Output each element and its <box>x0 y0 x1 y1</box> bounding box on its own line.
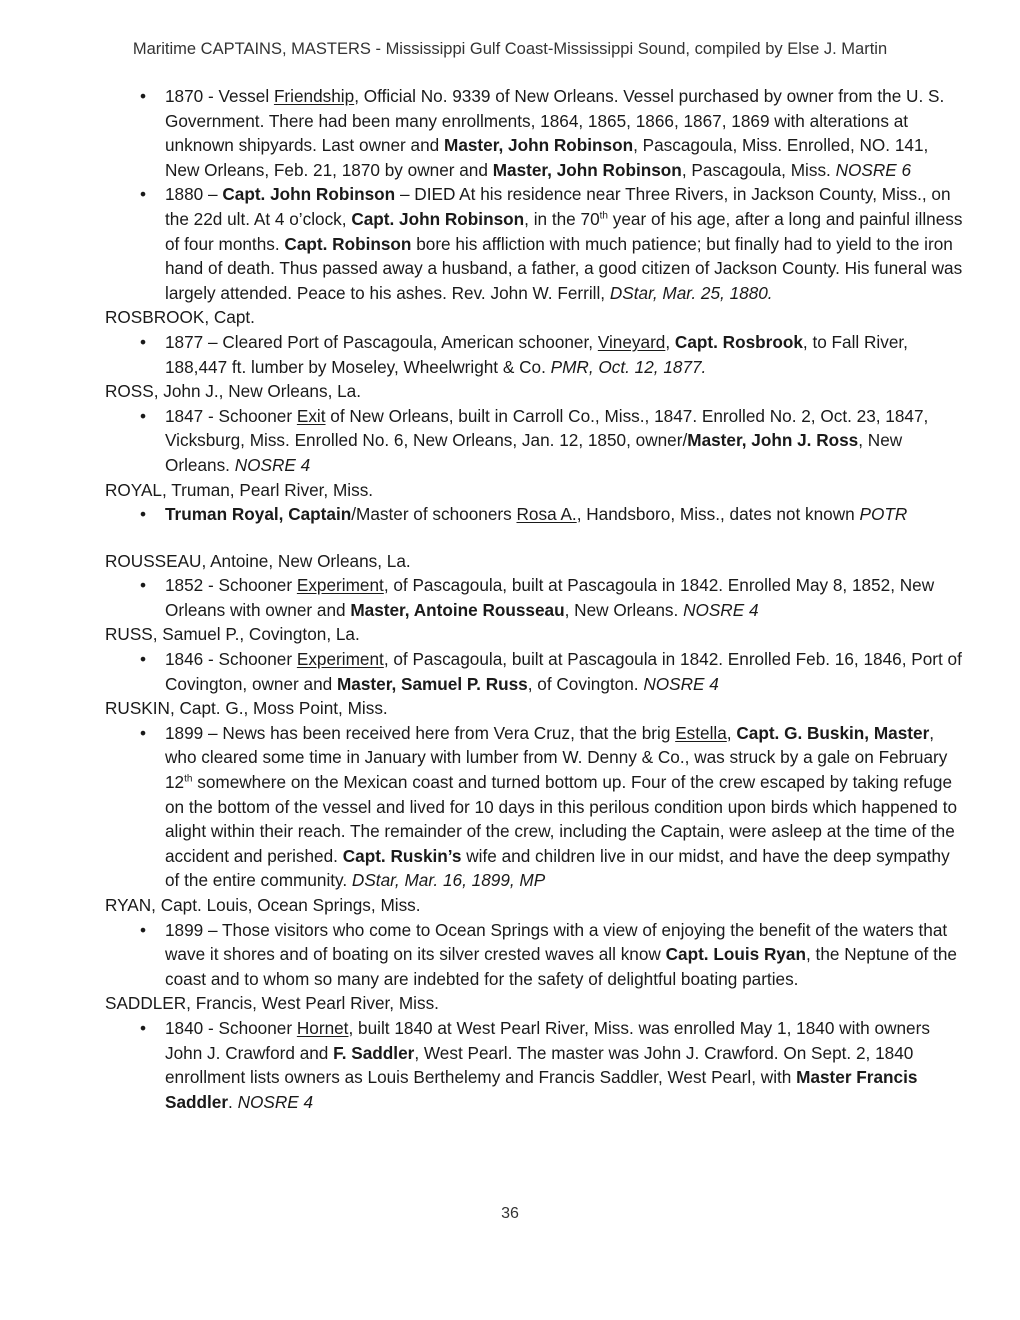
vessel-name: Experiment <box>296 575 384 596</box>
citation-text: NOSRE 4 <box>234 454 311 475</box>
text-run: 1870 - Vessel <box>165 86 274 106</box>
citation-text: NOSRE 4 <box>643 673 719 694</box>
entry-list <box>105 647 965 696</box>
text-run: 1852 - Schooner <box>165 575 297 596</box>
bold-text: F. Saddler <box>333 1042 415 1063</box>
entry-list <box>105 721 965 893</box>
bold-text: Capt. Louis Ryan <box>665 944 806 965</box>
bullet-icon: • <box>140 649 147 670</box>
vessel-name: Vineyard <box>597 331 666 352</box>
text-run: 1877 – Cleared Port of Pascagoula, American schooner, <box>165 331 598 352</box>
bold-text: Capt. Rosbrook <box>674 331 803 352</box>
text-run: , Handsboro, Miss., dates not known <box>576 504 860 525</box>
vessel-name: Rosa A. <box>516 504 577 525</box>
vessel-name: Friendship <box>273 86 355 106</box>
entry-list <box>105 502 965 527</box>
entry-heading: ROSS, John J., New Orleans, La. <box>105 381 362 402</box>
bullet-icon: • <box>140 405 147 426</box>
text-run: . <box>228 1091 238 1112</box>
entry-list <box>105 918 965 992</box>
text-run: 1847 - Schooner <box>165 405 297 426</box>
citation-text: DStar, Mar. 16, 1899, MP <box>351 870 546 891</box>
bullet-icon: • <box>140 184 147 205</box>
page-number: 36 <box>501 1205 519 1222</box>
list-item <box>105 647 965 696</box>
entry-heading: ROYAL, Truman, Pearl River, Miss. <box>105 479 374 500</box>
superscript: th <box>184 773 193 785</box>
text-run: year of his age, after a long and painful illness of four months. <box>165 208 963 254</box>
text-run: , the Neptune of the coast and to whom so many are indebted for the safety of delightful boating parties. <box>165 944 957 989</box>
vessel-name: Hornet <box>296 1017 349 1038</box>
bold-text: Truman Royal, Captain <box>165 504 352 525</box>
list-item <box>105 1016 965 1114</box>
list-item <box>105 330 965 379</box>
text-run: , built 1840 at West Pearl River, Miss. was enrolled May 1, 1840 with owners John J. Crawford and <box>165 1017 930 1063</box>
text-run: , <box>665 331 675 352</box>
bold-text: Master, John Robinson <box>492 159 682 180</box>
list-item <box>105 721 965 893</box>
list-item <box>105 918 965 992</box>
list-item <box>105 502 965 527</box>
list-item <box>105 404 965 478</box>
vessel-name: Experiment <box>296 649 384 670</box>
text-run: , in the 70 <box>524 208 600 229</box>
text-run: , <box>726 722 737 743</box>
text-run: 1899 – Those visitors who come to Ocean Springs with a view of enjoying the benefit of the waters that wave it shores and of boating on its silver crested waves all know <box>165 919 948 965</box>
entry-heading: RUSS, Samuel P., Covington, La. <box>105 624 360 645</box>
bold-text: Master Francis Saddler <box>165 1067 918 1112</box>
bold-text: Master, Samuel P. Russ <box>336 673 528 694</box>
text-run: , West Pearl. The master was John J. Crawford. On Sept. 2, 1840 enrollment lists owners as Louis Berthelemy and Francis Saddler, West Pearl, with <box>165 1042 914 1088</box>
bullet-icon: • <box>140 1017 147 1038</box>
text-run: wife and children live in our midst, and have the deep sympathy of the entire community. <box>165 845 950 891</box>
text-run: , who cleared some time in January with lumber from W. Denny & Co., was struck by a gale on February 12 <box>165 722 948 793</box>
citation-text: NOSRE 4 <box>237 1091 314 1112</box>
text-run: 1840 - Schooner <box>165 1017 297 1038</box>
bullet-icon: • <box>140 919 147 940</box>
text-run: , Official No. 9339 of New Orleans. Vessel purchased by owner from the U. S. Government. There had been many enrollments, 1864, 1865, 1866, 1867, 1869 with alterations at unknown shipyards. Last owner and <box>165 86 945 156</box>
entry-list <box>105 84 965 305</box>
vessel-name: Exit <box>296 405 326 426</box>
citation-text: PMR, Oct. 12, 1877. <box>550 356 707 377</box>
text-run: – DIED At his residence near Three Rivers, in Jackson County, Miss., on the 22d ult. At 4 o’clock, <box>165 184 951 229</box>
text-run: , of Pascagoula, built at Pascagoula in 1842. Enrolled Feb. 16, 1846, Port of Covington, owner and <box>165 649 962 694</box>
citation-text: NOSRE 4 <box>683 599 759 620</box>
bold-text: Master, John Robinson <box>444 135 634 156</box>
bullet-icon: • <box>140 504 147 525</box>
spacer <box>105 527 965 549</box>
text-run: , of Pascagoula, built at Pascagoula in 1842. Enrolled May 8, 1852, New Orleans with owner and <box>165 575 935 620</box>
citation-text: DStar, Mar. 25, 1880. <box>609 282 773 303</box>
entry-list <box>105 330 965 379</box>
entry-heading: SADDLER, Francis, West Pearl River, Miss. <box>105 993 439 1014</box>
bold-text: Capt. John Robinson <box>222 184 396 205</box>
vessel-name: Estella <box>675 722 727 743</box>
bold-text: Capt. G. Buskin, Master <box>736 722 930 743</box>
citation-text: NOSRE 6 <box>835 159 912 180</box>
text-run: 1846 - Schooner <box>165 649 297 670</box>
text-run: somewhere on the Mexican coast and turned bottom up. Four of the crew escaped by taking refuge on the bottom of the vessel and lived for 10 days in this perilous condition upon birds which happened to alight within their reach. The remainder of the crew, including the Captain, were asleep at the time of the accident and perished. <box>165 772 958 866</box>
bold-text: Capt. Robinson <box>284 233 412 254</box>
list-item <box>105 84 965 182</box>
document-body <box>105 84 965 1114</box>
bullet-icon: • <box>140 575 147 596</box>
list-item <box>105 182 965 305</box>
superscript: th <box>599 210 608 222</box>
text-run: 1899 – News has been received here from Vera Cruz, that the brig <box>165 722 676 743</box>
list-item <box>105 573 965 622</box>
entry-heading: ROSBROOK, Capt. <box>105 307 255 328</box>
bullet-icon: • <box>140 331 147 352</box>
entry-heading: RUSKIN, Capt. G., Moss Point, Miss. <box>105 698 388 719</box>
text-run: , to Fall River, 188,447 ft. lumber by Moseley, Wheelwright & Co. <box>165 331 908 377</box>
bold-text: Master, John J. Ross <box>687 430 859 451</box>
citation-text: POTR <box>859 504 908 525</box>
text-run: , Pascagoula, Miss. <box>681 159 836 180</box>
entry-list <box>105 1016 965 1114</box>
bold-text: Master, Antoine Rousseau <box>350 599 565 620</box>
bullet-icon: • <box>140 722 147 743</box>
bold-text: Capt. John Robinson <box>351 208 525 229</box>
text-run: , New Orleans. <box>165 430 903 475</box>
text-run: , New Orleans. <box>564 599 684 620</box>
bold-text: Capt. Ruskin’s <box>342 845 462 866</box>
entry-heading: ROUSSEAU, Antoine, New Orleans, La. <box>105 550 411 571</box>
text-run: , of Covington. <box>527 673 644 694</box>
text-run: , Pascagoula, Miss. Enrolled, NO. 141, New Orleans, Feb. 21, 1870 by owner and <box>165 135 929 180</box>
text-run: of New Orleans, built in Carroll Co., Miss., 1847. Enrolled No. 2, Oct. 23, 1847, Vicksburg, Miss. Enrolled No. 6, New Orleans, Jan. 12, 1850, owner/ <box>165 405 929 451</box>
entry-list <box>105 404 965 478</box>
page-header: Maritime CAPTAINS, MASTERS - Mississippi Gulf Coast-Mississippi Sound, compiled by Else J. Martin <box>132 40 888 58</box>
entry-list <box>105 573 965 622</box>
bullet-icon: • <box>140 86 147 106</box>
text-run: 1880 – <box>165 184 223 205</box>
text-run: /Master of schooners <box>351 504 517 525</box>
entry-heading: RYAN, Capt. Louis, Ocean Springs, Miss. <box>105 895 421 915</box>
text-run: bore his affliction with much patience; but finally had to yield to the iron hand of death. Thus passed away a husband, a father, a good citizen of Jackson County. His funeral was largely attended. Peace to his ashes. Rev. John W. Ferrill, <box>165 233 963 303</box>
